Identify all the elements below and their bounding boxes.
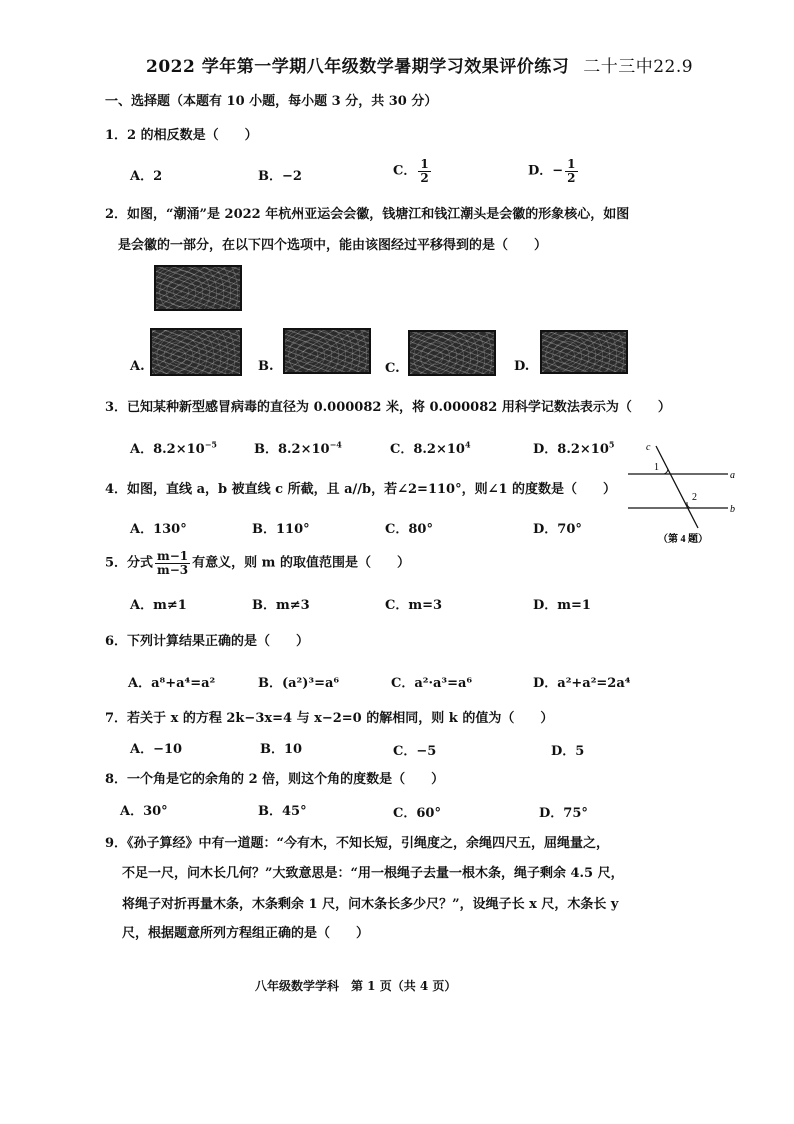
- q3-option-d: [533, 438, 614, 457]
- q5-denominator: m−3: [157, 562, 189, 577]
- label-a: a: [730, 470, 735, 481]
- q5-stem: [105, 550, 410, 576]
- q8-option-b: B．45°: [258, 804, 307, 819]
- q1-option-b: B．−2: [258, 169, 302, 184]
- q2-option-c-label: C.: [385, 361, 400, 376]
- q3-c-exponent: 4: [464, 439, 471, 450]
- q1-option-d: [528, 158, 580, 184]
- q1-d-denominator: 2: [567, 170, 576, 185]
- q3-c-base: C．8.2×10: [390, 442, 465, 457]
- q3-option-b: [254, 438, 342, 457]
- q7-option-b: B．10: [260, 742, 303, 757]
- q1-d-numerator: 1: [567, 157, 576, 171]
- section-heading: 一、选择题（本题有 10 小题，每小题 3 分，共 30 分）: [105, 94, 438, 109]
- q4-stem: 4．如图，直线 a，b 被直线 c 所截，且 a//b，若∠2=110°，则∠1 的度数是（ ）: [105, 482, 617, 497]
- q7-option-a: A．−10: [130, 742, 183, 757]
- q2-line-2: 是会徽的一部分，在以下四个选项中，能由该图经过平移得到的是（ ）: [118, 238, 548, 253]
- q1-option-d-fraction: [565, 158, 577, 184]
- q6-option-b: B．(a²)³=a⁶: [258, 676, 340, 691]
- label-1: 1: [654, 462, 659, 473]
- q6-option-c: C．a²·a³=a⁶: [391, 676, 473, 691]
- q3-b-exponent: −4: [329, 439, 342, 450]
- q2-option-b-image: [283, 328, 371, 374]
- q4-option-b: B．110°: [252, 522, 310, 537]
- q1-c-numerator: 1: [420, 157, 429, 171]
- q2-option-d-image: [540, 330, 628, 374]
- q2-option-c-image: [408, 330, 496, 376]
- q5-option-a: A．m≠1: [130, 598, 187, 613]
- q5-stem-suffix: 有意义，则 m 的取值范围是（ ）: [192, 555, 410, 571]
- q2-option-d-label: D.: [514, 359, 530, 374]
- q5-fraction: [155, 550, 190, 576]
- q2-emblem-image: [154, 265, 242, 311]
- q1-option-c-fraction: [418, 158, 430, 184]
- q3-option-a: [130, 438, 217, 457]
- q4-option-c: C．80°: [385, 522, 433, 537]
- line-c: [656, 446, 698, 528]
- q1-stem: 1．2 的相反数是（ ）: [105, 128, 258, 143]
- q4-figure: [618, 436, 740, 548]
- label-c: c: [646, 442, 651, 453]
- q5-stem-prefix: 5．分式: [105, 555, 154, 571]
- q2-option-a-label: A.: [130, 359, 145, 374]
- q1-option-d-label: D．−: [528, 163, 564, 179]
- page-title: [146, 52, 693, 77]
- q2-option-a-image: [150, 328, 242, 376]
- q5-numerator: m−1: [157, 549, 189, 563]
- q6-option-d: D．a²+a²=2a⁴: [533, 676, 631, 691]
- q3-a-base: A．8.2×10: [130, 442, 205, 457]
- q9-line-2: 不足一尺，问木长几何？”大致意思是：“用一根绳子去量一根木条，绳子剩余 4.5 尺，: [122, 866, 624, 881]
- q1-option-c-label: C．: [393, 163, 417, 179]
- q8-option-a: A．30°: [120, 804, 168, 819]
- q1-option-a: A．2: [130, 169, 163, 184]
- q9-line-1: 9．《孙子算经》中有一道题：“今有木，不知长短，引绳度之，余绳四尺五，屈绳量之，: [105, 836, 610, 851]
- handwritten-note: 二十三中22.9: [583, 57, 694, 77]
- q4-option-a: A．130°: [130, 522, 187, 537]
- q1-c-denominator: 2: [420, 170, 429, 185]
- q5-option-c: C．m=3: [385, 598, 443, 613]
- q2-option-b-label: B.: [258, 359, 274, 374]
- q5-option-b: B．m≠3: [252, 598, 310, 613]
- q7-stem: 7．若关于 x 的方程 2k−3x=4 与 x−2=0 的解相同，则 k 的值为（ ）: [105, 711, 554, 726]
- angle-1-arc: [664, 469, 668, 474]
- q6-stem: 6．下列计算结果正确的是（ ）: [105, 634, 310, 649]
- q7-option-c: C．−5: [393, 744, 437, 759]
- q3-d-base: D．8.2×10: [533, 442, 609, 457]
- q3-stem: 3．已知某种新型感冒病毒的直径为 0.000082 米，将 0.000082 用科学记数法表示为（ ）: [105, 400, 671, 415]
- q3-option-c: [390, 438, 471, 457]
- label-b: b: [730, 504, 735, 515]
- q6-option-a: A．a⁸+a⁴=a²: [128, 676, 216, 691]
- q8-stem: 8．一个角是它的余角的 2 倍，则这个角的度数是（ ）: [105, 772, 445, 787]
- q3-d-exponent: 5: [608, 439, 615, 450]
- q3-a-exponent: −5: [204, 439, 217, 450]
- title-text: 2022 学年第一学期八年级数学暑期学习效果评价练习: [146, 57, 570, 77]
- q3-b-base: B．8.2×10: [254, 442, 330, 457]
- q2-line-1: 2．如图，“潮涌”是 2022 年杭州亚运会会徽，钱塘江和钱江潮头是会徽的形象核心，如图: [105, 207, 630, 222]
- q8-option-d: D．75°: [539, 806, 588, 821]
- figure-caption: （第 4 题）: [658, 534, 708, 545]
- q1-option-c: [393, 158, 433, 184]
- label-2: 2: [692, 492, 697, 503]
- q9-line-4: 尺，根据题意所列方程组正确的是（ ）: [122, 926, 370, 941]
- q4-option-d: D．70°: [533, 522, 582, 537]
- page-footer: 八年级数学学科 第 1 页（共 4 页）: [255, 979, 457, 993]
- q9-line-3: 将绳子对折再量木条，木条剩余 1 尺，问木条长多少尺？”，设绳子长 x 尺，木条长 y: [122, 897, 619, 912]
- q7-option-d: D．5: [551, 744, 585, 759]
- q5-option-d: D．m=1: [533, 598, 591, 613]
- q8-option-c: C．60°: [393, 806, 441, 821]
